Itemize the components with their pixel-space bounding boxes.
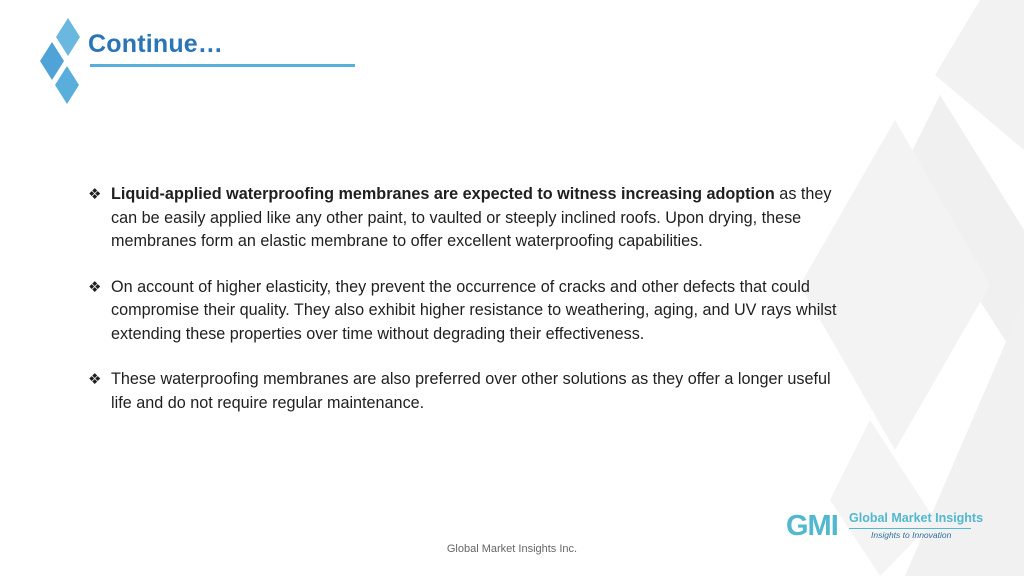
bullet-1-text: as they can be easily applied like any other paint, to vaulted or steeply inclined roofs. Upon drying, these membranes form an elastic membrane to offer excellent waterproofing capabilities. [111, 185, 832, 250]
diamond-top [56, 18, 80, 56]
diamond-bullet-icon: ❖ [88, 370, 102, 388]
bullet-list [88, 183, 838, 437]
bullet-item-1 [88, 183, 838, 254]
bullet-1-bold: Liquid-applied waterproofing membranes are expected to witness increasing adoption [111, 185, 775, 203]
diamond-bullet-icon: ❖ [88, 277, 102, 296]
bullet-item-3 [88, 368, 838, 415]
diamond-bottom [55, 66, 79, 104]
logo-tagline: Insights to Innovation [871, 530, 952, 540]
title-underline [90, 64, 355, 67]
page-title: Continue… [88, 30, 224, 58]
footer-text: Global Market Insights Inc. [446, 543, 578, 555]
bullet-2-text: On account of higher elasticity, they prevent the occurrence of cracks and other defects that could compromise their quality. They also exhibit higher resistance to weathering, aging, and UV rays whilst extending these properties over time without degrading their effectiveness. [111, 277, 837, 343]
logo-name: Global Market Insights [849, 511, 984, 525]
bullet-3-text: These waterproofing membranes are also preferred over other solutions as they offer a longer useful life and do not require regular maintenance. [111, 370, 831, 412]
logo-mark: GMI [786, 510, 838, 542]
logo-rule [849, 528, 971, 529]
diamond-left [40, 42, 64, 80]
diamond-bullet-icon: ❖ [88, 185, 102, 203]
bullet-item-2 [88, 276, 838, 347]
company-logo [786, 508, 984, 544]
